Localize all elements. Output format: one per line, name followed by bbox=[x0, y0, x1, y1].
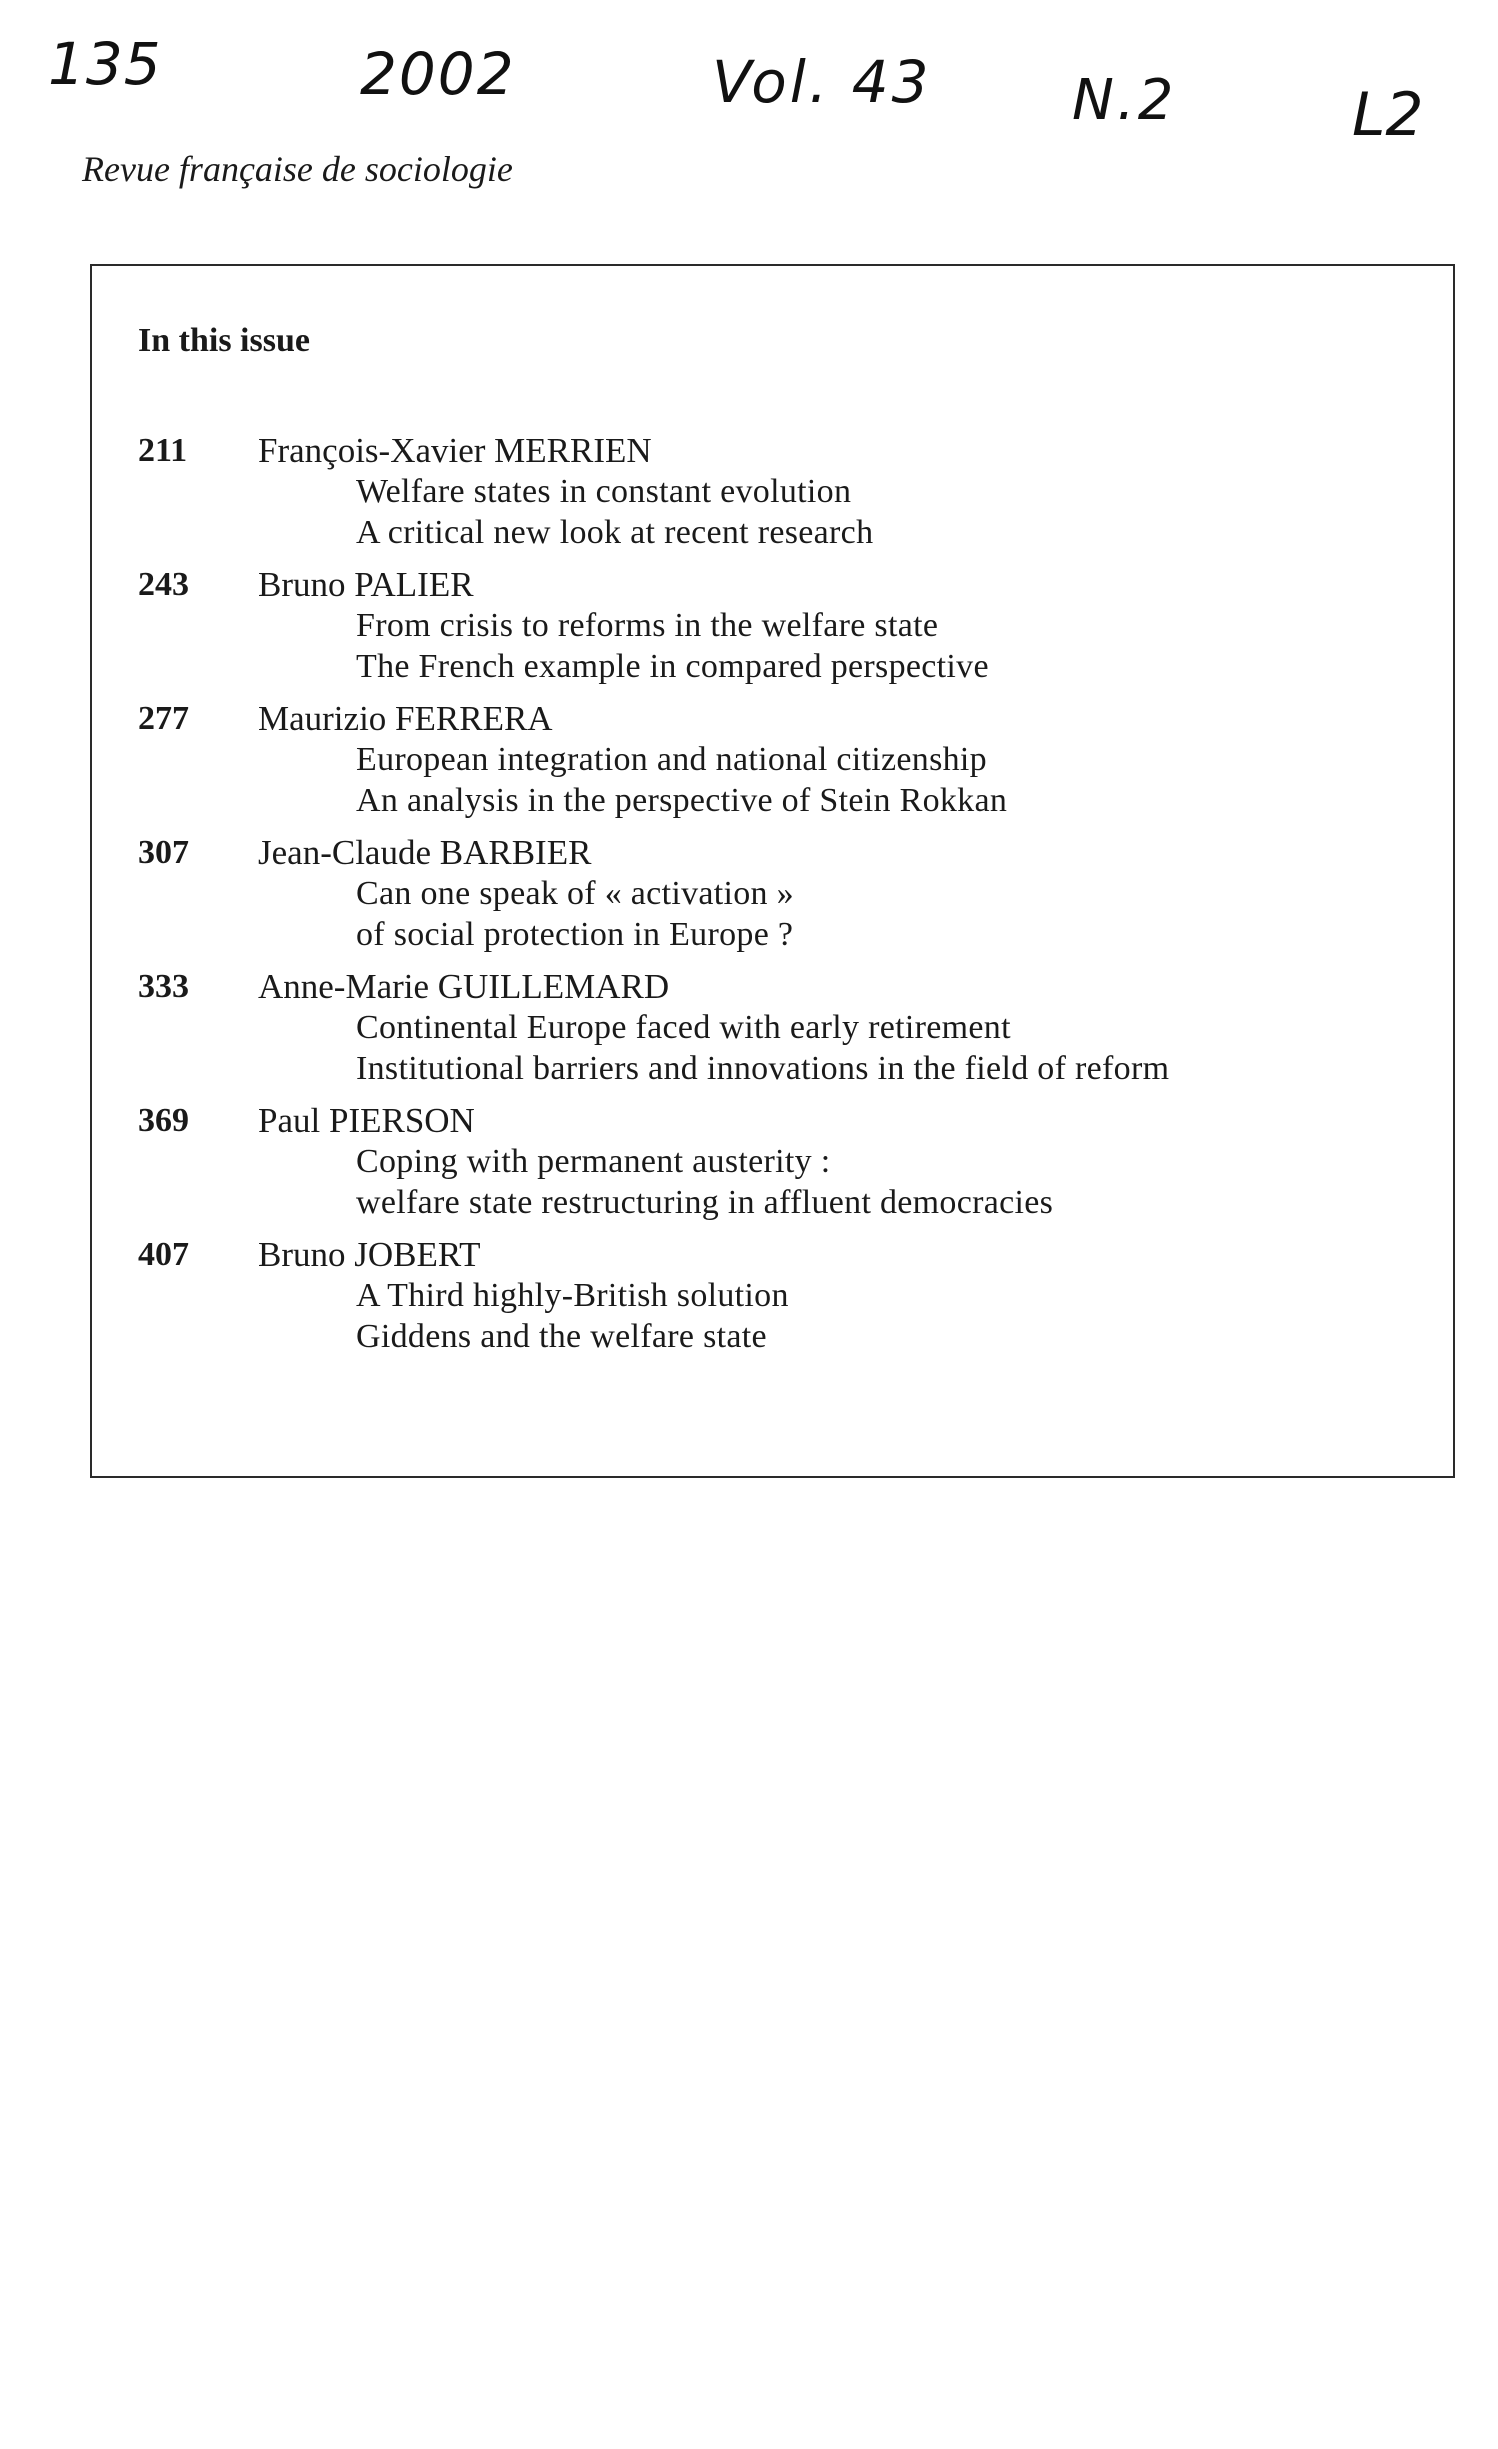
table-of-contents-box bbox=[90, 264, 1455, 1478]
contents-list bbox=[138, 430, 1418, 1368]
entry-title-line: Coping with permanent austerity : bbox=[356, 1143, 831, 1180]
entry-title-line: Continental Europe faced with early retirement bbox=[356, 1009, 1011, 1046]
contents-entry bbox=[138, 430, 1418, 553]
contents-entry bbox=[138, 698, 1418, 821]
entry-author: François-Xavier MERRIEN bbox=[258, 431, 652, 470]
contents-entry bbox=[138, 966, 1418, 1089]
entry-subtitle-line: Giddens and the welfare state bbox=[356, 1318, 767, 1355]
entry-page-number: 211 bbox=[138, 432, 188, 469]
entry-page-number: 333 bbox=[138, 968, 189, 1005]
entry-subtitle-line: A critical new look at recent research bbox=[356, 514, 874, 551]
entry-subtitle-line: An analysis in the perspective of Stein Rokkan bbox=[356, 782, 1008, 819]
entry-author: Bruno PALIER bbox=[258, 565, 474, 604]
contents-entry bbox=[138, 1234, 1418, 1357]
entry-author: Paul PIERSON bbox=[258, 1101, 475, 1140]
contents-heading: In this issue bbox=[138, 322, 310, 359]
entry-subtitle-line: of social protection in Europe ? bbox=[356, 916, 794, 953]
entry-title-line: From crisis to reforms in the welfare state bbox=[356, 607, 939, 644]
entry-author: Maurizio FERRERA bbox=[258, 699, 553, 738]
entry-title-line: European integration and national citizenship bbox=[356, 741, 987, 778]
entry-page-number: 277 bbox=[138, 700, 189, 737]
entry-title-line: Can one speak of « activation » bbox=[356, 875, 794, 912]
entry-subtitle-line: The French example in compared perspective bbox=[356, 648, 989, 685]
journal-title: Revue française de sociologie bbox=[82, 149, 513, 189]
entry-subtitle-line: Institutional barriers and innovations in the field of reform bbox=[356, 1050, 1170, 1087]
entry-subtitle-line: welfare state restructuring in affluent democracies bbox=[356, 1184, 1054, 1221]
handwritten-note-issue: N.2 bbox=[1072, 68, 1177, 133]
handwritten-note-year: 2002 bbox=[360, 40, 516, 108]
entry-title-line: Welfare states in constant evolution bbox=[356, 473, 852, 510]
entry-author: Jean-Claude BARBIER bbox=[258, 833, 592, 872]
contents-entry bbox=[138, 564, 1418, 687]
entry-page-number: 307 bbox=[138, 834, 189, 871]
entry-author: Anne-Marie GUILLEMARD bbox=[258, 967, 670, 1006]
handwritten-note-number: 135 bbox=[48, 30, 162, 98]
contents-entry bbox=[138, 832, 1418, 955]
entry-author: Bruno JOBERT bbox=[258, 1235, 481, 1274]
entry-page-number: 369 bbox=[138, 1102, 189, 1139]
entry-page-number: 407 bbox=[138, 1236, 189, 1273]
entry-title-line: A Third highly-British solution bbox=[356, 1277, 789, 1314]
contents-entry bbox=[138, 1100, 1418, 1223]
handwritten-note-code: L2 bbox=[1352, 80, 1424, 150]
handwritten-note-volume: Vol. 43 bbox=[712, 48, 932, 116]
entry-page-number: 243 bbox=[138, 566, 189, 603]
